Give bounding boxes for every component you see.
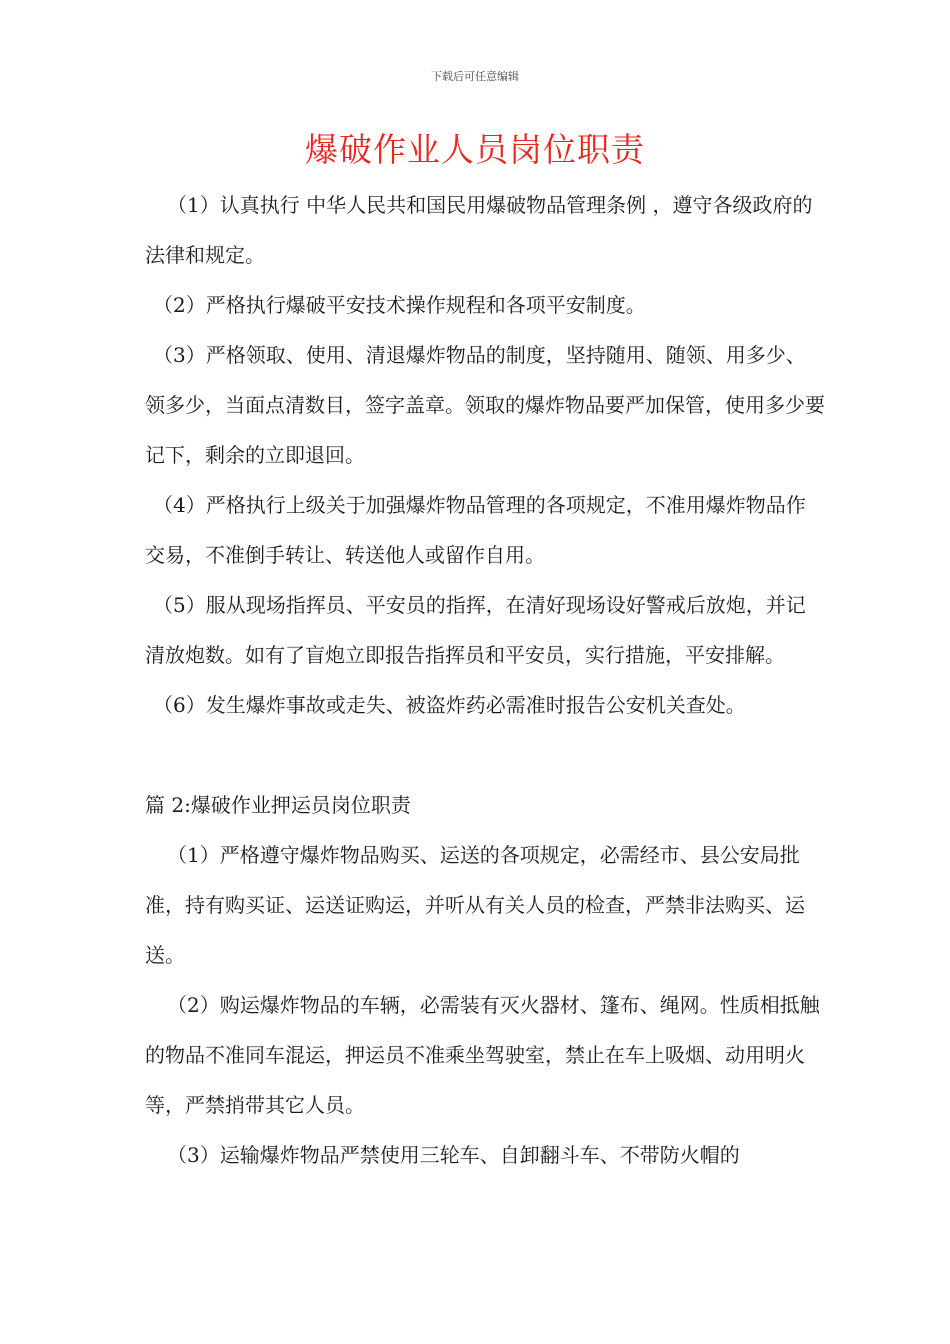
section-2-title: 篇 2:爆破作业押运员岗位职责 bbox=[145, 793, 411, 817]
document-title: 爆破作业人员岗位职责 bbox=[305, 130, 645, 169]
paragraph-1-1: （1）认真执行 中华人民共和国民用爆破物品管理条例 ，遵守各级政府的法律和规定。 bbox=[145, 193, 813, 267]
paragraph-1-2: （2）严格执行爆破平安技术操作规程和各项平安制度。 bbox=[153, 293, 646, 317]
paragraph-2-3: （3）运输爆炸物品严禁使用三轮车、自卸翻斗车、不带防火帽的 bbox=[167, 1143, 740, 1167]
paragraph-1-3: （3）严格领取、使用、清退爆炸物品的制度，坚持随用、随领、用多少、领多少，当面点清数目，签字盖章。领取的爆炸物品要严加保管，使用多少要记下，剩余的立即退回。 bbox=[145, 343, 825, 467]
paragraph-2-1: （1）严格遵守爆炸物品购买、运送的各项规定，必需经市、县公安局批准，持有购买证、运送证购运，并听从有关人员的检查，严禁非法购买、运送。 bbox=[145, 843, 805, 967]
page-header-note: 下载后可任意编辑 bbox=[431, 70, 519, 83]
paragraph-1-4: （4）严格执行上级关于加强爆炸物品管理的各项规定，不准用爆炸物品作交易，不准倒手转让、转送他人或留作自用。 bbox=[145, 493, 806, 567]
paragraph-1-5: （5）服从现场指挥员、平安员的指挥，在清好现场设好警戒后放炮，并记清放炮数。如有了盲炮立即报告指挥员和平安员，实行措施，平安排解。 bbox=[145, 593, 806, 667]
document-body bbox=[145, 180, 825, 1180]
section-spacer bbox=[145, 730, 825, 780]
paragraph-2-2: （2）购运爆炸物品的车辆，必需装有灭火器材、篷布、绳网。性质相抵触的物品不准同车混运，押运员不准乘坐驾驶室，禁止在车上吸烟、动用明火等，严禁捎带其它人员。 bbox=[145, 993, 820, 1117]
paragraph-1-6: （6）发生爆炸事故或走失、被盗炸药必需准时报告公安机关查处。 bbox=[153, 693, 746, 717]
